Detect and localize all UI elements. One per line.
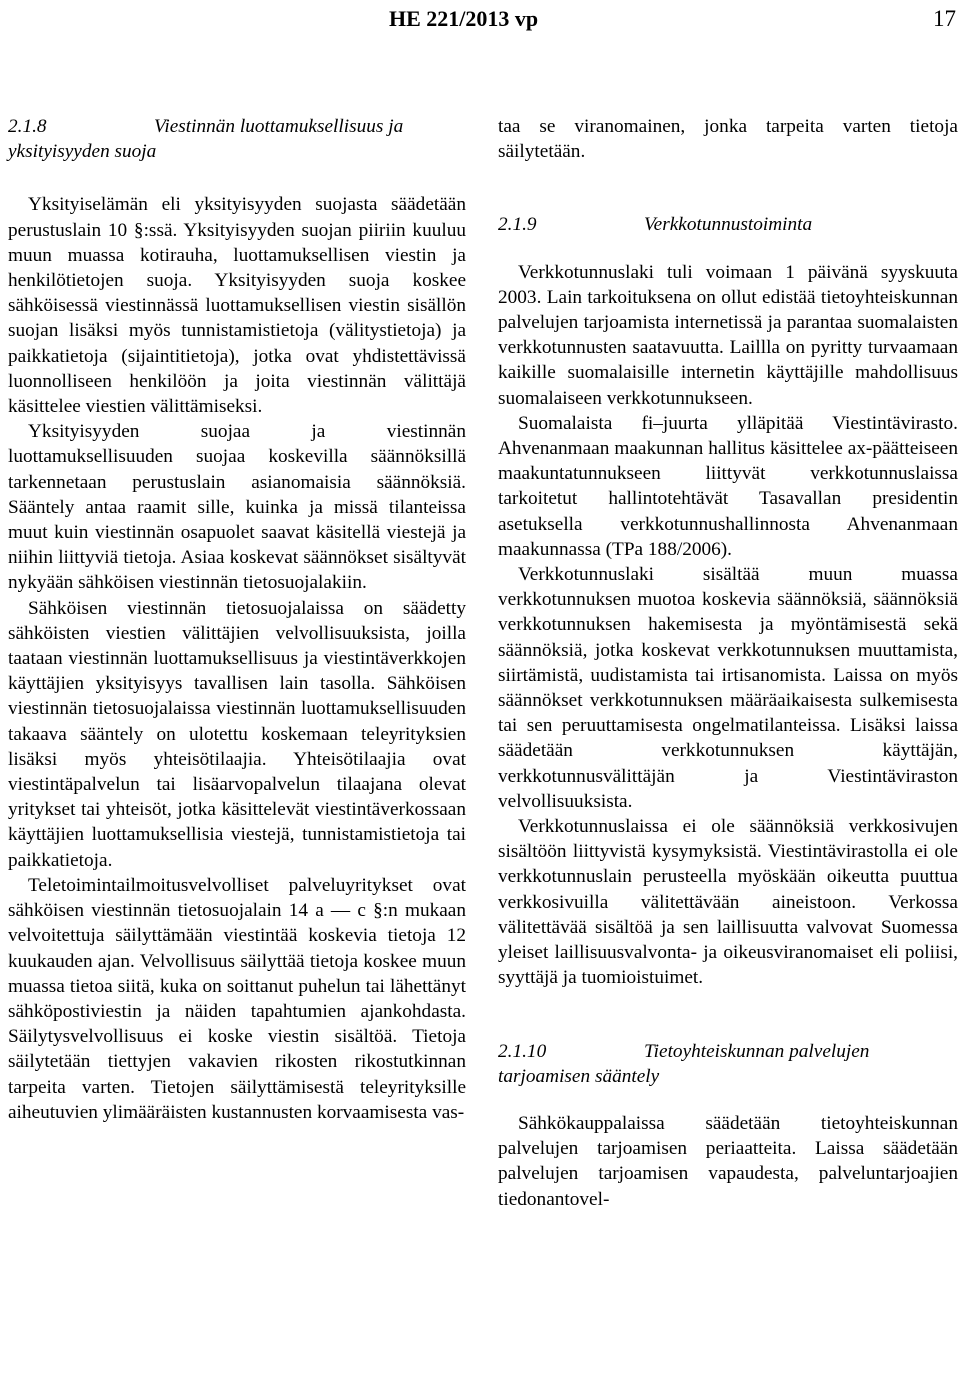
paragraph: Yksityiselämän eli yksityisyyden suojasta säädetään perustuslain 10 §:ssä. Yksityisyyden suojan piiriin kuuluu muun muassa kotirauha, luottamuksellisen viestin ja henkilötietojen suoja. Yksityisyyden suoja koskee sähköisessä viestinnässä luottamuksellisen viestin sisällön suojan lisäksi myös tunnistamistietoja (välitystietoja) ja paikkatietoja (sijaintitietoja), jotka ovat yhdistettävissä luonnolliseen henkilöön ja joita viestinnän välittäjä käsittelee viestien välittämiseksi. <box>8 194 466 418</box>
section-number: 2.1.9 <box>498 214 537 236</box>
paragraph: Yksityisyyden suojaa ja viestinnän luottamuksellisuuden suojaa koskevilla säännöksillä tarkennetaan perustuslain asianomaisia säännöksiä. Sääntely antaa raamit sille, kuinka ja missä tilanteissa muut kuin viestinnän osapuolet saavat käsitellä viestejä ja niihin liittyviä tietoja. Asiaa koskevat säännökset sisältyvät nykyään sähköisen viestinnän tietosuojalakiin. <box>8 421 466 594</box>
page-header <box>0 0 960 40</box>
document-id: HE 221/2013 vp <box>389 6 539 31</box>
page-number: 17 <box>933 6 956 31</box>
paragraph: Verkkotunnuslaki sisältää muun muassa verkkotunnuksen muotoa koskevia säännöksiä, säännöksiä verkkotunnuksen hakemisesta ja myöntämisestä sekä säännöksiä, jotka koskevat verkkotunnuksen muuttamista, siirtämistä, uudistamista tai irtisanomista. Laissa on myös säännökset verkkotunnuksen määräaikaisesta sulkemisesta tai sen peruuttamisesta ongelmatilanteissa. Lisäksi laissa säädetään verkkotunnuksen käyttäjän, verkkotunnusvälittäjän ja Viestintäviraston velvollisuuksista. <box>498 564 958 812</box>
paragraph: Sähköisen viestinnän tietosuojalaissa on säädetty sähköisten viestien välittäjien velvollisuuksista, joilla taataan viestinnän luottamuksellisuus ja viestintäverkkojen käyttäjien yksityisyys tavallisen lain tasolla. Sähköisen viestinnän tietosuojalaissa viestinnän luottamuksellisuuden takaava sääntely on ulotettu koskemaan teleyrityksien lisäksi myös yhteisötilaajia. Yhteisötilaajia ovat viestintäpalvelun tai lisäarvopalvelun tilaajana olevat yritykset tai yhteisöt, jotka käsittelevät viestintäverkossaan käyttäjien luottamuksellisia viestejä, tunnistamistietoja tai paikkatietoja. <box>8 597 466 871</box>
section-title: Viestinnän luottamuksellisuus ja yksityisyyden suoja <box>8 116 404 163</box>
section-title: Verkkotunnustoiminta <box>644 214 813 236</box>
section-heading-2-1-8 <box>8 114 466 164</box>
paragraph: Suomalaista fi‒juurta ylläpitää Viestintävirasto. Ahvenanmaan maakunnan hallitus käsittelee ax-päätteiseen maakuntatunnukseen liittyvät verkkotunnuslaissa tarkoitetut hallintotehtävät Tasavallan presidentin asetuksella verkkotunnushallinnosta Ahvenanmaan maakunnassa (TPa 188/2006). <box>498 412 958 560</box>
paragraph: Teletoimintailmoitusvelvolliset palveluyritykset ovat sähköisen viestinnän tietosuojalain 14 a — c §:n mukaan velvoitettuja säilyttämään viestintää koskevia tietoja 12 kuukauden ajan. Velvollisuus säilyttää tietoja koskee muun muassa tietoa siitä, kuka on soittanut puhelun tai lähettänyt sähköpostiviestin ja näiden tapahtumien ajankohdasta. Säilytysvelvollisuus ei koske viestin sisältöä. Tietoja säilytetään tiettyjen vakavien rikosten rikostutkinnan tarpeita varten. Tietojen säilyttämisestä teleyrityksille aiheutuvien ylimääräisten kustannusten korvaamisesta vas- <box>8 874 466 1123</box>
paragraph: Verkkotunnuslaissa ei ole säännöksiä verkkosivujen sisältöön liittyvistä kysymyksistä. Viestintävirastolla ei ole verkkotunnuslain perusteella myöskään oikeutta puuttua verkkosivuilla välitettävään aineistoon. Verkossa välitettävää sisältöä ja sen laillisuutta valvovat Suomessa yleiset laillisuusvalvonta- ja oikeusviranomaiset eli poliisi, syyttäjä ja tuomioistuimet. <box>498 816 958 989</box>
left-column <box>8 114 466 1125</box>
section-heading-2-1-9 <box>498 212 958 237</box>
right-column <box>498 114 958 1212</box>
section-title: Tietoyhteiskunnan palvelujen tarjoamisen sääntely <box>498 1040 870 1087</box>
paragraph: Verkkotunnuslaki tuli voimaan 1 päivänä syyskuuta 2003. Lain tarkoituksena on ollut edistää tietoyhteiskunnan palvelujen tarjoamista internetissä ja parantaa suomalaisten verkkotunnusten saatavuutta. Laillla on pyritty turvaamaan kaikille suomalaisille internetin käyttäjille mahdollisuus suomalaiseen verkkotunnukseen. <box>498 261 958 409</box>
section-number: 2.1.8 <box>8 116 47 137</box>
paragraph-continuation: taa se viranomainen, jonka tarpeita varten tietoja säilytetään. <box>498 116 958 163</box>
section-number: 2.1.10 <box>498 1040 547 1062</box>
section-heading-2-1-10 <box>498 1039 958 1089</box>
paragraph: Sähkökauppalaissa säädetään tietoyhteiskunnan palvelujen tarjoamisen periaatteita. Laissa säädetään palvelujen tarjoamisen vapaudesta, palveluntarjoajien tiedonantovel- <box>498 1112 958 1210</box>
